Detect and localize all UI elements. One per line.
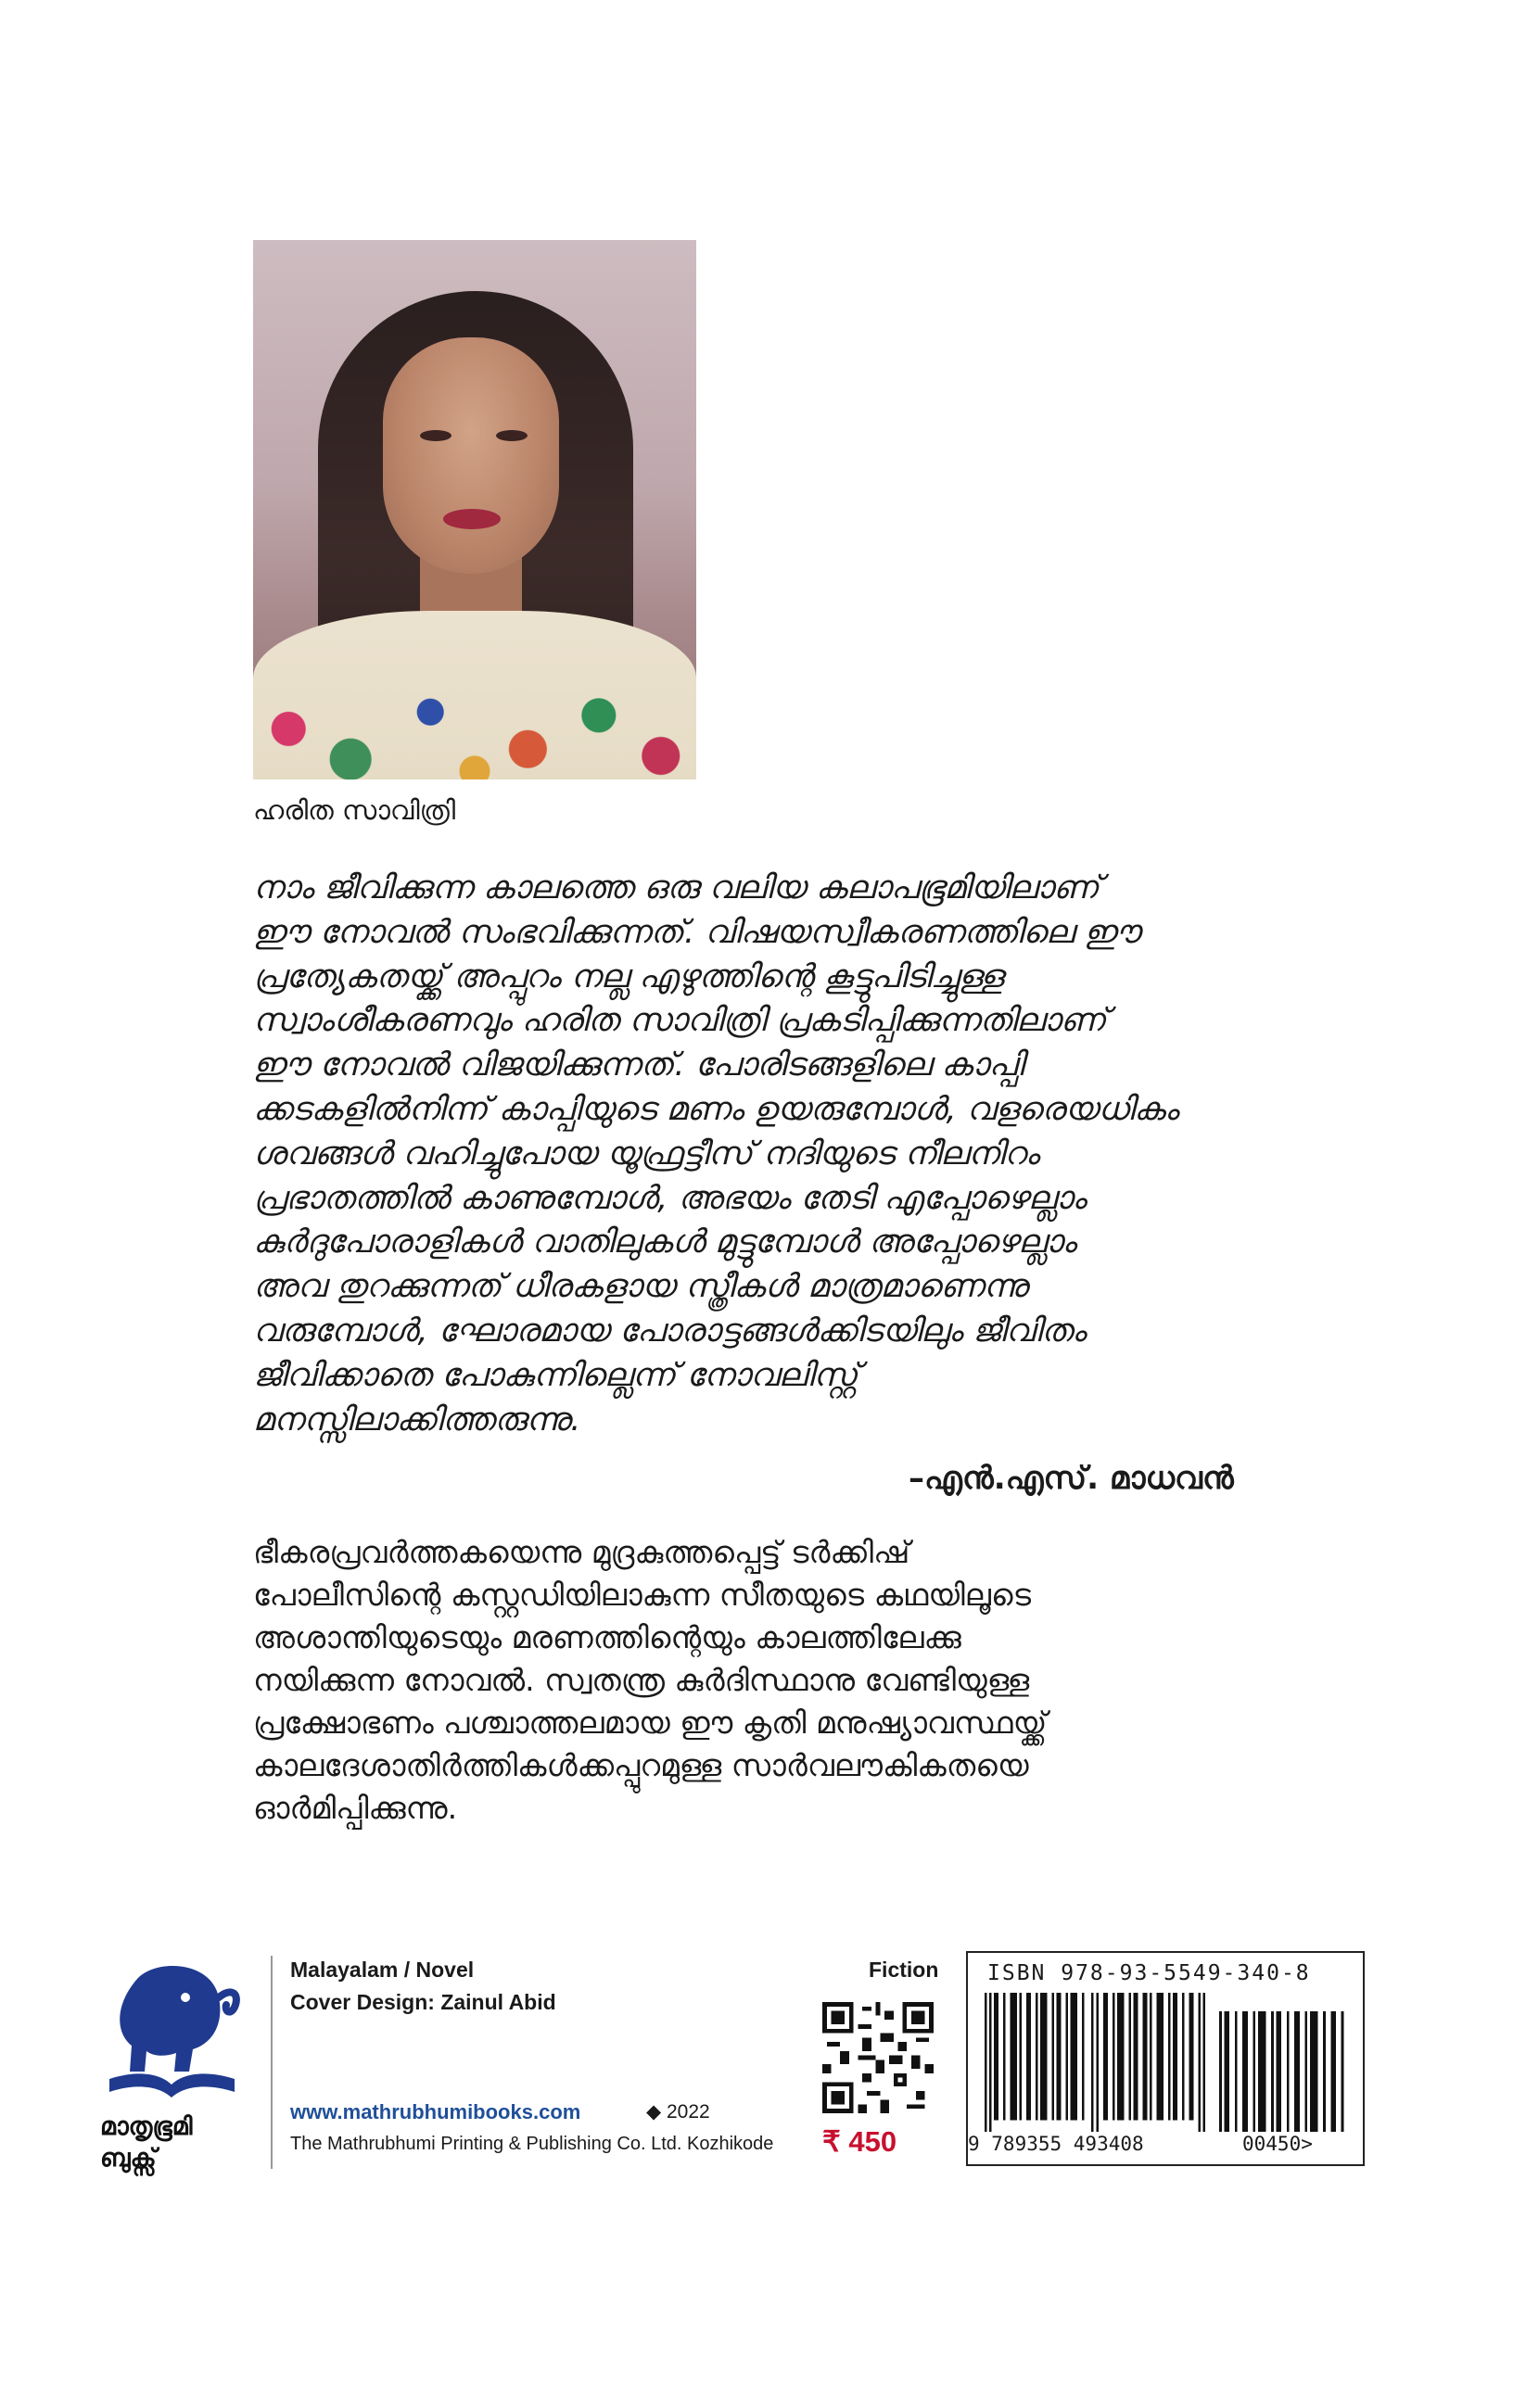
description-line: പോലീസിന്റെ കസ്റ്റഡിയിലാകുന്ന സീതയുടെ കഥയിലൂടെ — [253, 1577, 1032, 1613]
publisher-logo-text — [100, 2111, 248, 2174]
blurb-line: പ്രഭാതത്തിൽ കാണുമ്പോൾ, അഭയം തേടി എപ്പോഴെല്ലാം — [253, 1179, 1087, 1217]
blurb-line: മനസ്സിലാക്കിത്തരുന്നു. — [253, 1400, 581, 1438]
barcode-number: 9 789355 493408 — [968, 2133, 1144, 2155]
year-text: 2022 — [667, 2101, 710, 2123]
blurb-line: സ്വാംശീകരണവും ഹരിത സാവിത്രി പ്രകടിപ്പിക്കുന്നതിലാണ് — [253, 1002, 1107, 1040]
cover-design-credit: Cover Design: Zainul Abid — [290, 1990, 556, 2014]
description-line: ഭീകരപ്രവർത്തകയെന്നു മുദ്രകുത്തപ്പെട്ട് ടർക്കിഷ് — [253, 1534, 910, 1570]
blurb-line: ഈ നോവൽ സംഭവിക്കുന്നത്. വിഷയസ്വീകരണത്തിലെ ഈ — [253, 913, 1140, 951]
author-lips — [443, 509, 501, 529]
barcode-addon — [1219, 2011, 1349, 2132]
footer-divider — [271, 1956, 273, 2169]
barcode-price-code: 00450> — [1242, 2133, 1313, 2155]
blurb-line: ഈ നോവൽ വിജയിക്കുന്നത്. പോരിടങ്ങളിലെ കാപ്പി — [253, 1046, 1024, 1084]
price-label: ₹ 450 — [822, 2125, 897, 2158]
description-line: പ്രക്ഷോഭണം പശ്ചാത്തലമായ ഈ കൃതി മനുഷ്യാവസ്ഥയ്ക്ക് — [253, 1705, 1048, 1741]
author-face — [383, 337, 559, 574]
description-line: അശാന്തിയുടെയും മരണത്തിന്റെയും കാലത്തിലേക്കു — [253, 1619, 961, 1655]
qr-code-icon[interactable] — [822, 2002, 934, 2113]
book-description — [253, 1531, 1282, 1830]
blurb-line: അവ തുറക്കുന്നത് ധീരകളായ സ്ത്രീകൾ മാത്രമാണെന്നു — [253, 1268, 1028, 1306]
publisher-line: The Mathrubhumi Printing & Publishing Co. Ltd. Kozhikode — [290, 2134, 774, 2154]
blurb-line: ജീവിക്കാതെ പോകുന്നില്ലെന്ന് നോവലിസ്റ്റ് — [253, 1356, 858, 1394]
blurb-line: കുർദുപോരാളികൾ വാതിലുകൾ മുട്ടുമ്പോൾ അപ്പോഴെല്ലാം — [253, 1223, 1076, 1261]
description-line: ഓർമിപ്പിക്കുന്നു. — [253, 1790, 458, 1826]
book-category: Malayalam / Novel — [290, 1958, 475, 1982]
blurb-line: ശവങ്ങൾ വഹിച്ചുപോയ യൂഫ്രട്ടീസ് നദിയുടെ നീലനിറം — [253, 1134, 1039, 1172]
publisher-logo-line1: മാതൃഭൂമി — [100, 2112, 193, 2141]
description-line: നയിക്കുന്ന നോവൽ. സ്വതന്ത്ര കുർദിസ്ഥാനു വേണ്ടിയുള്ള — [253, 1662, 1030, 1698]
genre-label: Fiction — [869, 1958, 939, 1982]
description-line: കാലദേശാതിർത്തികൾക്കപ്പുറമുള്ള സാർവലൗകികതയെ — [253, 1747, 1029, 1783]
barcode-main — [985, 1993, 1205, 2132]
blurb-line: വരുമ്പോൾ, ഘോരമായ പോരാട്ടങ്ങൾക്കിടയിലും ജീവിതം — [253, 1312, 1087, 1350]
publication-year — [646, 2100, 710, 2123]
blurb-line: നാം ജീവിക്കുന്ന കാലത്തെ ഒരു വലിയ കലാപഭൂമിയിലാണ് — [253, 869, 1100, 906]
blurb-quote — [253, 867, 1282, 1442]
publisher-logo-line2: ബുക്സ് — [100, 2144, 157, 2173]
author-caption: ഹരിത സാവിത്രി — [253, 794, 456, 826]
blurb-line: പ്രത്യേകതയ്ക്ക് അപ്പുറം നല്ല എഴുത്തിന്റെ കൂട്ടുപിടിച്ചുള്ള — [253, 957, 1004, 995]
blurb-line: ക്കടകളിൽനിന്ന് കാപ്പിയുടെ മണം ഉയരുമ്പോൾ, വളരെയധികം — [253, 1090, 1179, 1128]
diamond-icon: ◆ — [646, 2101, 662, 2123]
author-eye-left — [420, 430, 451, 441]
blurb-signature: –എൻ.എസ്. മാധവൻ — [909, 1460, 1234, 1497]
publisher-website[interactable]: www.mathrubhumibooks.com — [290, 2100, 581, 2123]
isbn-text: ISBN 978-93-5549-340-8 — [987, 1961, 1311, 1985]
elephant-book-icon — [100, 1960, 244, 2109]
author-shawl — [253, 611, 696, 779]
author-eye-right — [496, 430, 528, 441]
author-photo — [253, 240, 696, 779]
